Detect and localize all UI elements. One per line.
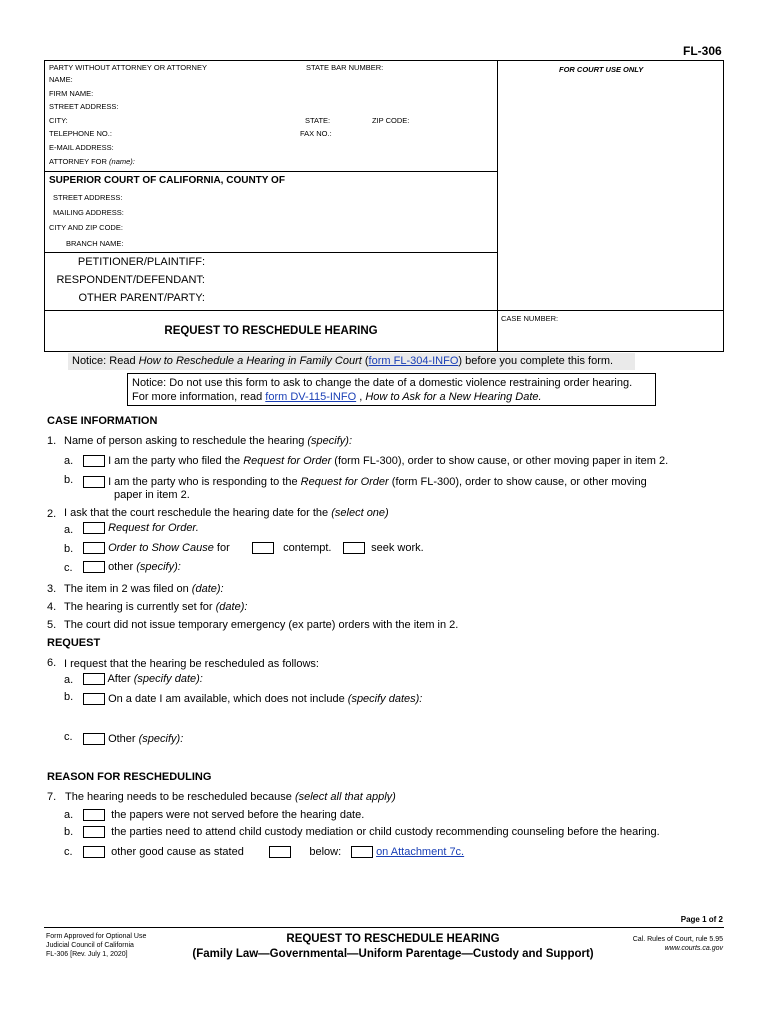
item-text: other good cause as stated [111,846,244,858]
item-text: Other [108,733,136,745]
item-letter: a. [64,809,74,821]
seek-work-checkbox[interactable] [343,542,365,554]
item-text: below: [309,846,342,858]
item-number: 2. [47,508,57,520]
item-text: the parties need to attend child custody mediation or child custody recommending counseling before the hearing. [111,826,660,838]
city-field[interactable]: CITY: [49,116,68,125]
court-city-zip-field[interactable]: CITY AND ZIP CODE: [49,223,123,232]
item-italic: Order to Show Cause [108,542,214,554]
court-mailing-field[interactable]: MAILING ADDRESS: [53,208,124,217]
respondent-field[interactable]: RESPONDENT/DEFENDANT: [56,274,205,286]
item-1a-checkbox[interactable] [83,455,105,467]
courts-website-link[interactable]: www.courts.ca.gov [664,945,723,952]
notice-text: , [356,391,366,403]
form-number: FL-306 [683,44,722,58]
footer-text: Judicial Council of California [46,942,134,949]
item-number: 3. [47,583,57,595]
item-letter: b. [64,826,74,838]
item-1b-line2: paper in item 2. [114,489,190,501]
notice-read [68,353,635,370]
notice-dv-line1: Notice: Do not use this form to ask to change the date of a domestic violence restraining order hearing. [132,377,633,389]
item-text: other [108,561,134,573]
state-bar-label: STATE BAR NUMBER: [306,63,384,72]
item-italic: (specify date): [133,673,203,685]
item-1b-checkbox[interactable] [83,476,105,488]
notice-text: ( [361,355,369,367]
dv115-info-link[interactable]: form DV-115-INFO [265,391,357,403]
notice-italic: How to Reschedule a Hearing in Family Court [138,355,362,367]
item-italic: Request for Order. [108,522,199,534]
item-text: Name of person asking to reschedule the hearing [64,435,305,447]
footer-approval [46,932,146,959]
item-number: 4. [47,601,57,613]
item-7a-checkbox[interactable] [83,809,105,821]
item-7b-checkbox[interactable] [83,826,105,838]
item-text: The hearing is currently set for [64,601,213,613]
item-text: for [213,542,230,554]
divider [44,252,498,253]
notice-dv [127,373,656,406]
item-letter: a. [64,524,74,536]
item-text: seek work. [371,542,424,554]
firm-field[interactable]: FIRM NAME: [49,89,94,98]
court-title: SUPERIOR COURT OF CALIFORNIA, COUNTY OF [49,175,285,186]
item-letter: b. [64,474,74,486]
zip-field[interactable]: ZIP CODE: [372,116,410,125]
contempt-checkbox[interactable] [252,542,274,554]
below-checkbox[interactable] [269,846,291,858]
item-6b-checkbox[interactable] [83,693,105,705]
item-5: The court did not issue temporary emergency (ex parte) orders with the item in 2. [64,619,459,631]
footer-divider [44,927,724,928]
item-italic: (specify): [138,733,184,745]
item-text: I ask that the court reschedule the hearing date for the [64,507,329,519]
court-street-field[interactable]: STREET ADDRESS: [53,193,123,202]
footer-title: REQUEST TO RESCHEDULE HEARING [286,933,500,945]
divider [44,310,724,311]
footer-text: FL-306 [Rev. July 1, 2020] [46,951,128,958]
divider [44,171,498,172]
notice-text: Notice: Read [72,355,139,367]
telephone-field[interactable]: TELEPHONE NO.: [49,129,112,138]
notice-dv-line2 [132,390,651,404]
divider [497,60,498,352]
street-field[interactable]: STREET ADDRESS: [49,102,119,111]
item-italic: (date): [215,601,248,613]
item-letter: c. [64,731,73,743]
item-number: 5. [47,619,57,631]
item-italic: (select one) [331,507,389,519]
item-6c-checkbox[interactable] [83,733,105,745]
item-text: The hearing needs to be rescheduled because [65,791,292,803]
item-text: contempt. [283,542,332,554]
item-3[interactable] [64,583,224,595]
name-field[interactable]: NAME: [49,75,73,84]
item-2c-checkbox[interactable] [83,561,105,573]
item-text: After [107,673,131,685]
item-letter: c. [64,846,73,858]
item-text: (form FL-300), order to show cause, or other moving paper in item 2. [331,455,669,467]
footer-rules [590,935,723,953]
fl304-info-link[interactable]: form FL-304-INFO [368,355,459,367]
item-2a-checkbox[interactable] [83,522,105,534]
item-number: 1. [47,435,57,447]
court-use-label: FOR COURT USE ONLY [559,65,644,74]
item-text: I am the party who filed the [108,455,244,467]
item-italic: (select all that apply) [294,791,396,803]
page-number: Page 1 of 2 [680,915,723,924]
attorney-for-field[interactable] [49,157,135,166]
footer-text: Form Approved for Optional Use [46,933,147,940]
item-7 [65,791,396,803]
attachment-checkbox[interactable] [351,846,373,858]
item-letter: b. [64,543,74,555]
party-label: PARTY WITHOUT ATTORNEY OR ATTORNEY [49,63,207,72]
item-text: the papers were not served before the hearing date. [111,809,365,821]
item-italic: (date): [191,583,224,595]
court-branch-field[interactable]: BRANCH NAME: [66,239,124,248]
item-letter: b. [64,691,74,703]
email-field[interactable]: E-MAIL ADDRESS: [49,143,114,152]
case-info-heading: CASE INFORMATION [47,415,158,427]
item-italic: (specify dates): [347,693,423,705]
item-italic: Request for Order [300,476,389,488]
other-party-field[interactable]: OTHER PARENT/PARTY: [78,292,205,304]
form-title: REQUEST TO RESCHEDULE HEARING [164,325,378,337]
request-heading: REQUEST [47,637,101,649]
notice-italic: How to Ask for a New Hearing Date. [365,391,542,403]
item-number: 7. [47,791,57,803]
item-italic: Request for Order [243,455,332,467]
item-letter: c. [64,562,73,574]
case-number-field[interactable]: CASE NUMBER: [501,314,559,323]
attachment-7c-link[interactable]: on Attachment 7c. [376,846,465,858]
item-letter: a. [64,674,74,686]
item-letter: a. [64,455,74,467]
item-1-name[interactable] [64,435,352,447]
reason-heading: REASON FOR RESCHEDULING [47,771,212,783]
footer-subtitle: (Family Law—Governmental—Uniform Parentage—Custody and Support) [192,948,594,960]
item-text: I am the party who is responding to the [108,476,301,488]
item-italic: (specify): [307,435,353,447]
notice-text: For more information, read [132,391,266,403]
item-6a-checkbox[interactable] [83,673,105,685]
state-field[interactable]: STATE: [305,116,331,125]
footer-text: Cal. Rules of Court, rule 5.95 [632,936,723,943]
fax-field[interactable]: FAX NO.: [300,129,332,138]
item-italic: (specify): [136,561,181,573]
petitioner-field[interactable]: PETITIONER/PLAINTIFF: [77,256,205,268]
notice-text: ) before you complete this form. [458,355,614,367]
item-2 [64,507,389,519]
item-text: The item in 2 was filed on [64,583,189,595]
item-2b-checkbox[interactable] [83,542,105,554]
item-text: On a date I am available, which does not include [108,693,345,705]
item-number: 6. [47,657,57,669]
item-7c-checkbox[interactable] [83,846,105,858]
header-block [44,60,724,352]
attorney-for-name: (name): [109,157,135,166]
item-4[interactable] [64,601,247,613]
item-6: I request that the hearing be rescheduled as follows: [64,658,319,670]
attorney-for-label: ATTORNEY FOR [49,157,107,166]
item-text: (form FL-300), order to show cause, or other moving [388,476,647,488]
